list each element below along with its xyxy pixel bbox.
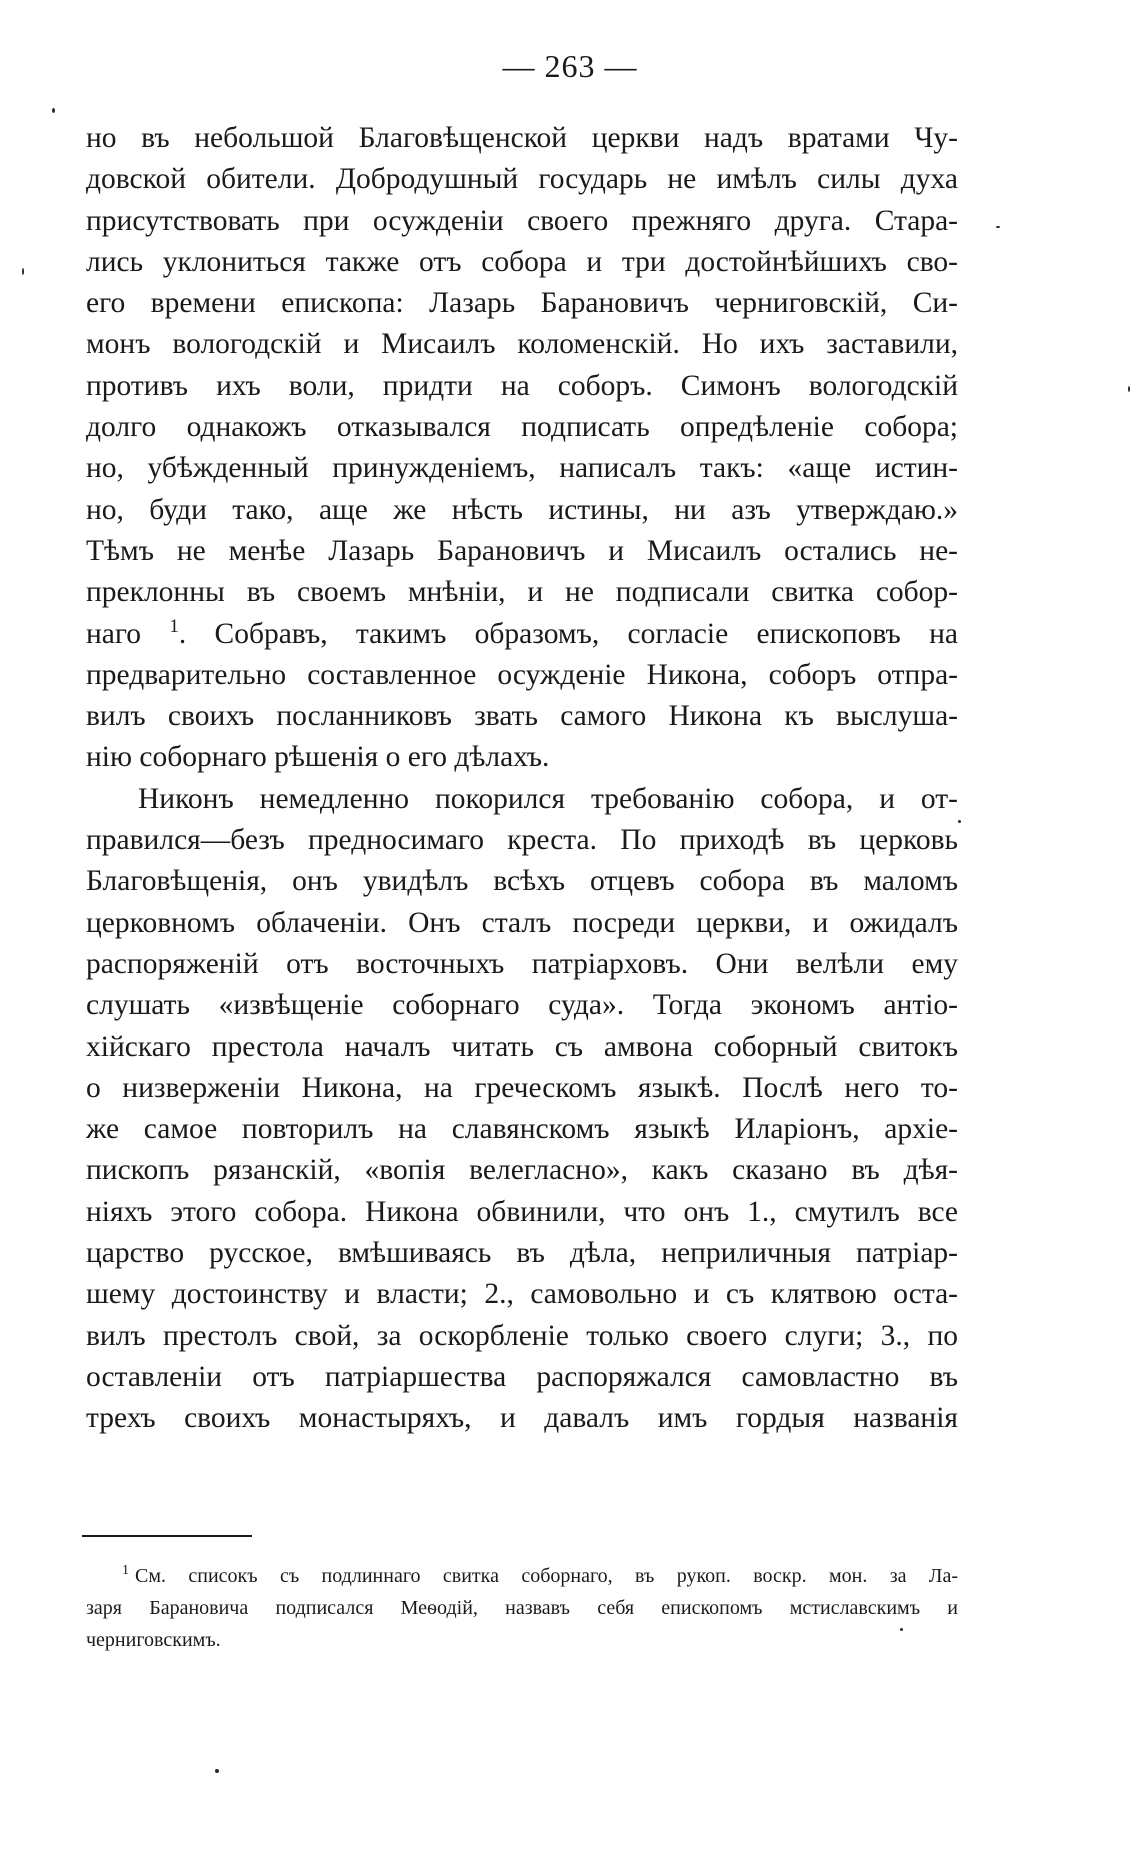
scan-speck <box>996 226 1000 228</box>
text-line: оставленіи отъ патріаршества распоряжался самовластно въ <box>86 1360 958 1393</box>
text-line: правился—безъ предносимаго креста. По приходѣ въ церковь <box>86 824 958 857</box>
text-line: лись уклониться также отъ собора и три достойнѣйшихъ сво- <box>86 245 958 278</box>
footnote-line <box>86 1560 958 1592</box>
text-line: трехъ своихъ монастыряхъ, и давалъ имъ гордыя названія <box>86 1402 958 1435</box>
text-line: вилъ престолъ свой, за оскорбленіе только своего слуги; 3., по <box>86 1319 958 1352</box>
text-line: монъ вологодскій и Мисаилъ коломенскій. Но ихъ заставили, <box>86 328 958 361</box>
text-line: слушать «извѣщеніе соборнаго суда». Тогда экономъ антіо- <box>86 989 958 1022</box>
text-line: же самое повторилъ на славянскомъ языкѣ Иларіонъ, архіе- <box>86 1113 958 1146</box>
scan-speck <box>1128 386 1130 392</box>
footnote-marker: 1 <box>122 1563 129 1579</box>
text-line: вилъ своихъ посланниковъ звать самого Никона къ выслуша- <box>86 700 958 733</box>
text-line: преклонны въ своемъ мнѣніи, и не подписали свитка собор- <box>86 576 958 609</box>
text-line: присутствовать при осужденіи своего прежняго друга. Стара- <box>86 204 958 237</box>
footnote <box>86 1560 958 1656</box>
text-line: царство русское, вмѣшиваясь въ дѣла, неприличныя патріар- <box>86 1237 958 1270</box>
text-line: но въ небольшой Благовѣщенской церкви надъ вратами Чу- <box>86 122 958 154</box>
text-line: церковномъ облаченіи. Онъ сталъ посреди церкви, и ожидалъ <box>86 906 958 939</box>
scan-speck <box>22 268 24 275</box>
text-line: Тѣмъ не менѣе Лазарь Барановичъ и Мисаилъ остались не- <box>86 534 958 567</box>
text-line: нію соборнаго рѣшенія о его дѣлахъ. <box>86 741 550 774</box>
text-line: долго однакожъ отказывался подписать опредѣленіе собора; <box>86 411 958 444</box>
text-line: его времени епископа: Лазарь Барановичъ черниговскій, Си- <box>86 287 958 320</box>
scan-speck <box>52 108 55 113</box>
text-line: распоряженій отъ восточныхъ патріарховъ. Они велѣли ему <box>86 947 958 980</box>
text-line: шему достоинству и власти; 2., самовольно и съ клятвою оста- <box>86 1278 958 1311</box>
footnote-separator <box>82 1535 252 1537</box>
page-number: — 263 — <box>502 48 638 84</box>
text-line: пископъ рязанскій, «вопія велегласно», какъ сказано въ дѣя- <box>86 1154 958 1187</box>
text-line: ніяхъ этого собора. Никона обвинили, что онъ 1., смутилъ все <box>86 1195 958 1228</box>
text-line-with-footnote-ref <box>86 614 958 655</box>
text-line: хійскаго престола началъ читать съ амвона соборный свитокъ <box>86 1030 958 1063</box>
footnote-line: заря Барановича подписался Меѳодій, назвавъ себя епископомъ мстиславскимъ и <box>86 1597 958 1619</box>
scan-speck <box>215 1769 219 1773</box>
text-line: предварительно составленное осужденіе Никона, соборъ отпра- <box>86 658 958 691</box>
main-text <box>86 118 958 1440</box>
text-fragment: наго <box>86 617 141 650</box>
text-line: противъ ихъ воли, придти на соборъ. Симонъ вологодскій <box>86 369 958 402</box>
text-line: но, буди тако, аще же нѣсть истины, ни азъ утверждаю.» <box>86 493 958 526</box>
text-line: довской обители. Добродушный государь не имѣлъ силы духа <box>86 163 958 196</box>
footnote-line: черниговскимъ. <box>86 1629 221 1651</box>
scan-speck <box>900 1628 903 1631</box>
scan-speck <box>958 820 961 823</box>
text-fragment: . Собравъ, такимъ образомъ, согласіе епископовъ на <box>178 617 959 650</box>
text-line: о низверженіи Никона, на греческомъ языкѣ. Послѣ него то- <box>86 1071 958 1104</box>
text-line: Благовѣщенія, онъ увидѣлъ всѣхъ отцевъ собора въ маломъ <box>86 865 958 898</box>
text-line: но, убѣжденный принужденіемъ, написалъ такъ: «аще истин- <box>86 452 958 485</box>
text-line: Никонъ немедленно покорился требованію собора, и от- <box>138 782 958 815</box>
footnote-text: См. списокъ съ подлиннаго свитка соборнаго, въ рукоп. воскр. мон. за Ла- <box>135 1565 958 1587</box>
footnote-reference: 1 <box>169 615 179 637</box>
